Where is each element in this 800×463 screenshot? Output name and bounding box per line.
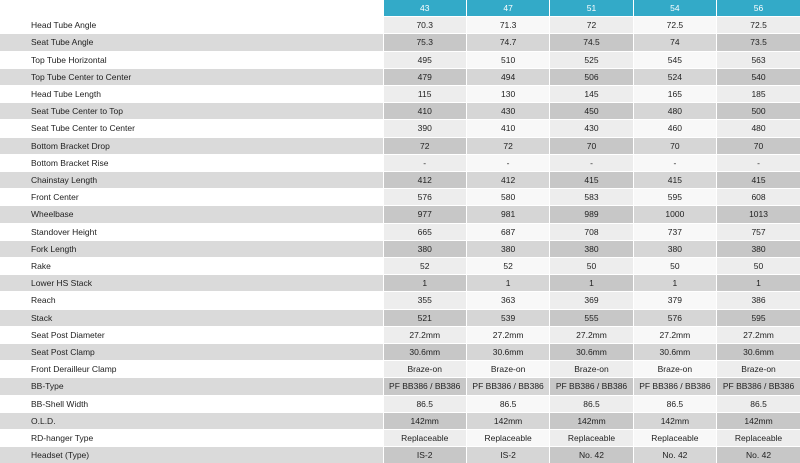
row-label: Chainstay Length [0, 172, 383, 189]
table-cell: 30.6mm [717, 344, 800, 361]
table-cell: 430 [550, 120, 633, 137]
row-label: BB-Type [0, 378, 383, 395]
table-row [0, 240, 800, 257]
row-label: Standover Height [0, 223, 383, 240]
table-cell: 495 [383, 51, 466, 68]
table-cell: 595 [717, 309, 800, 326]
table-cell: 521 [383, 309, 466, 326]
table-cell: 450 [550, 103, 633, 120]
table-cell: 70 [550, 137, 633, 154]
table-cell: PF BB386 / BB386 [550, 378, 633, 395]
table-cell: 506 [550, 68, 633, 85]
table-cell: Replaceable [717, 430, 800, 447]
row-label: Seat Post Diameter [0, 326, 383, 343]
table-cell: 1 [717, 275, 800, 292]
table-cell: 142mm [383, 412, 466, 429]
table-cell: 115 [383, 86, 466, 103]
row-label: Head Tube Length [0, 86, 383, 103]
table-cell: 1 [383, 275, 466, 292]
table-cell: 580 [466, 189, 549, 206]
table-cell: 380 [383, 240, 466, 257]
size-header [0, 0, 800, 17]
table-cell: 595 [633, 189, 716, 206]
table-cell: 363 [466, 292, 549, 309]
table-cell: 576 [383, 189, 466, 206]
table-cell: 539 [466, 309, 549, 326]
table-cell: 390 [383, 120, 466, 137]
table-cell: 1 [550, 275, 633, 292]
table-cell: Braze-on [633, 361, 716, 378]
row-label: Bottom Bracket Drop [0, 137, 383, 154]
size-header-cell: 47 [466, 0, 549, 17]
table-cell: - [550, 154, 633, 171]
table-cell: 500 [717, 103, 800, 120]
row-label: Lower HS Stack [0, 275, 383, 292]
row-label: Seat Tube Center to Top [0, 103, 383, 120]
table-cell: 27.2mm [383, 326, 466, 343]
table-cell: 583 [550, 189, 633, 206]
table-cell: Replaceable [383, 430, 466, 447]
table-row [0, 344, 800, 361]
row-label: Top Tube Horizontal [0, 51, 383, 68]
table-cell: 379 [633, 292, 716, 309]
row-label: BB-Shell Width [0, 395, 383, 412]
table-cell: 355 [383, 292, 466, 309]
table-cell: 72.5 [633, 17, 716, 34]
table-cell: - [383, 154, 466, 171]
table-row [0, 361, 800, 378]
table-cell: IS-2 [383, 447, 466, 463]
table-cell: 52 [466, 258, 549, 275]
table-cell: 27.2mm [717, 326, 800, 343]
table-cell: 757 [717, 223, 800, 240]
table-cell: 415 [550, 172, 633, 189]
table-cell: No. 42 [633, 447, 716, 463]
table-cell: 70 [633, 137, 716, 154]
table-cell: No. 42 [550, 447, 633, 463]
row-label: Bottom Bracket Rise [0, 154, 383, 171]
table-cell: 540 [717, 68, 800, 85]
table-row [0, 34, 800, 51]
table-cell: Braze-on [550, 361, 633, 378]
size-header-cell: 54 [633, 0, 716, 17]
row-label: Headset (Type) [0, 447, 383, 463]
table-cell: 981 [466, 206, 549, 223]
table-cell: 494 [466, 68, 549, 85]
table-cell: - [717, 154, 800, 171]
table-cell: 665 [383, 223, 466, 240]
table-row [0, 430, 800, 447]
table-cell: 708 [550, 223, 633, 240]
table-cell: 86.5 [466, 395, 549, 412]
table-cell: 380 [633, 240, 716, 257]
table-cell: 27.2mm [633, 326, 716, 343]
size-header-row [0, 0, 800, 17]
table-cell: 30.6mm [550, 344, 633, 361]
table-cell: 30.6mm [466, 344, 549, 361]
row-label: Top Tube Center to Center [0, 68, 383, 85]
table-cell: 1 [466, 275, 549, 292]
table-cell: 480 [633, 103, 716, 120]
row-label: O.L.D. [0, 412, 383, 429]
table-cell: 72 [550, 17, 633, 34]
table-cell: 50 [717, 258, 800, 275]
table-cell: 30.6mm [633, 344, 716, 361]
table-row [0, 412, 800, 429]
table-row [0, 292, 800, 309]
table-cell: 737 [633, 223, 716, 240]
table-cell: 1 [633, 275, 716, 292]
table-row [0, 223, 800, 240]
table-cell: 75.3 [383, 34, 466, 51]
table-cell: 369 [550, 292, 633, 309]
table-row [0, 137, 800, 154]
table-cell: 524 [633, 68, 716, 85]
table-row [0, 17, 800, 34]
table-cell: Braze-on [717, 361, 800, 378]
table-cell: IS-2 [466, 447, 549, 463]
table-row [0, 103, 800, 120]
table-cell: 74.7 [466, 34, 549, 51]
table-row [0, 68, 800, 85]
row-label: Front Derailleur Clamp [0, 361, 383, 378]
table-cell: Replaceable [466, 430, 549, 447]
table-cell: 72 [383, 137, 466, 154]
row-label: Front Center [0, 189, 383, 206]
table-row [0, 378, 800, 395]
row-label: Wheelbase [0, 206, 383, 223]
table-row [0, 206, 800, 223]
table-row [0, 172, 800, 189]
table-cell: Braze-on [383, 361, 466, 378]
table-cell: 380 [550, 240, 633, 257]
table-cell: Replaceable [550, 430, 633, 447]
table-cell: 72.5 [717, 17, 800, 34]
row-label: Seat Tube Center to Center [0, 120, 383, 137]
table-cell: 130 [466, 86, 549, 103]
row-label: Head Tube Angle [0, 17, 383, 34]
table-cell: 545 [633, 51, 716, 68]
table-cell: 555 [550, 309, 633, 326]
table-cell: PF BB386 / BB386 [717, 378, 800, 395]
table-cell: - [633, 154, 716, 171]
table-cell: 977 [383, 206, 466, 223]
table-cell: 460 [633, 120, 716, 137]
row-label: Rake [0, 258, 383, 275]
table-cell: Replaceable [633, 430, 716, 447]
table-cell: Braze-on [466, 361, 549, 378]
table-cell: 142mm [550, 412, 633, 429]
table-cell: 52 [383, 258, 466, 275]
table-cell: 73.5 [717, 34, 800, 51]
table-cell: 30.6mm [383, 344, 466, 361]
table-cell: 386 [717, 292, 800, 309]
table-cell: 86.5 [717, 395, 800, 412]
table-cell: 50 [633, 258, 716, 275]
table-row [0, 154, 800, 171]
table-row [0, 275, 800, 292]
table-cell: 165 [633, 86, 716, 103]
table-cell: PF BB386 / BB386 [633, 378, 716, 395]
geometry-rows [0, 17, 800, 463]
row-label: Stack [0, 309, 383, 326]
table-row [0, 258, 800, 275]
header-corner [0, 0, 383, 17]
table-cell: 410 [466, 120, 549, 137]
row-label: Fork Length [0, 240, 383, 257]
table-row [0, 51, 800, 68]
table-cell: 380 [717, 240, 800, 257]
table-cell: 145 [550, 86, 633, 103]
table-cell: 415 [633, 172, 716, 189]
table-row [0, 120, 800, 137]
table-cell: 989 [550, 206, 633, 223]
table-cell: 86.5 [383, 395, 466, 412]
table-cell: 563 [717, 51, 800, 68]
table-row [0, 447, 800, 463]
row-label: RD-hanger Type [0, 430, 383, 447]
table-cell: 430 [466, 103, 549, 120]
table-cell: 74 [633, 34, 716, 51]
table-cell: 142mm [717, 412, 800, 429]
table-cell: 687 [466, 223, 549, 240]
table-cell: 415 [717, 172, 800, 189]
table-cell: No. 42 [717, 447, 800, 463]
row-label: Seat Post Clamp [0, 344, 383, 361]
table-cell: 380 [466, 240, 549, 257]
row-label: Reach [0, 292, 383, 309]
table-cell: 50 [550, 258, 633, 275]
table-cell: 86.5 [550, 395, 633, 412]
table-cell: 74.5 [550, 34, 633, 51]
table-cell: 70 [717, 137, 800, 154]
table-cell: 185 [717, 86, 800, 103]
table-cell: 576 [633, 309, 716, 326]
table-row [0, 326, 800, 343]
table-cell: 142mm [466, 412, 549, 429]
table-cell: 86.5 [633, 395, 716, 412]
table-cell: 412 [466, 172, 549, 189]
table-cell: 510 [466, 51, 549, 68]
size-header-cell: 56 [717, 0, 800, 17]
table-cell: - [466, 154, 549, 171]
table-row [0, 86, 800, 103]
table-cell: 1000 [633, 206, 716, 223]
table-cell: PF BB386 / BB386 [466, 378, 549, 395]
table-cell: 72 [466, 137, 549, 154]
table-cell: 27.2mm [550, 326, 633, 343]
table-cell: 142mm [633, 412, 716, 429]
row-label: Seat Tube Angle [0, 34, 383, 51]
table-cell: 70.3 [383, 17, 466, 34]
table-cell: 525 [550, 51, 633, 68]
table-cell: 480 [717, 120, 800, 137]
table-cell: 1013 [717, 206, 800, 223]
table-row [0, 395, 800, 412]
table-cell: PF BB386 / BB386 [383, 378, 466, 395]
table-cell: 608 [717, 189, 800, 206]
size-header-cell: 43 [383, 0, 466, 17]
table-cell: 71.3 [466, 17, 549, 34]
table-cell: 412 [383, 172, 466, 189]
table-row [0, 309, 800, 326]
size-header-cell: 51 [550, 0, 633, 17]
table-cell: 410 [383, 103, 466, 120]
table-row [0, 189, 800, 206]
table-cell: 479 [383, 68, 466, 85]
table-cell: 27.2mm [466, 326, 549, 343]
